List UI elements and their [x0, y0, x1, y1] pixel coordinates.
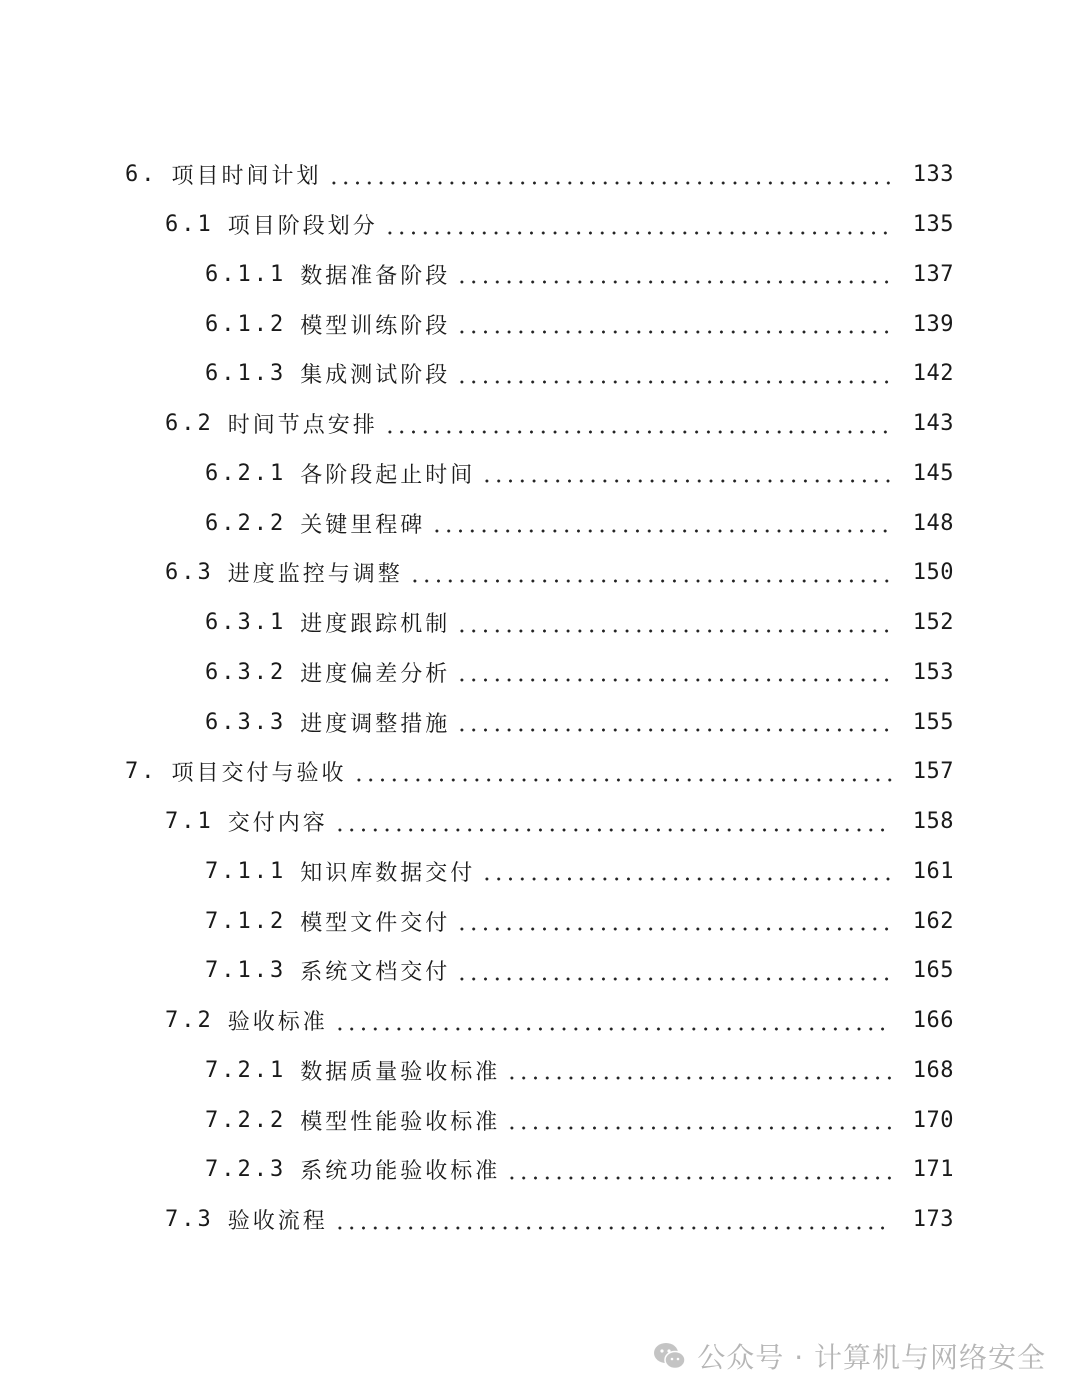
toc-entry[interactable] [0, 697, 1080, 747]
toc-entry-number: 7.2 [165, 1008, 214, 1034]
toc-entry-page-number: 173 [912, 1207, 954, 1233]
toc-entry-title: 数据质量验收标准 [300, 1059, 501, 1085]
toc-leader-dots [456, 728, 892, 732]
toc-entry-page-number: 142 [912, 361, 954, 387]
toc-entry-page-number: 148 [912, 510, 954, 536]
toc-entry-number: 7.1.1 [205, 858, 287, 884]
toc-leader-dots [456, 330, 892, 334]
toc-entry-page-number: 161 [912, 858, 954, 884]
toc-entry-title: 验收标准 [227, 1010, 328, 1036]
toc-leader-dots [456, 678, 892, 682]
toc-entry[interactable] [0, 1095, 1080, 1145]
toc-entry-number: 7.1.2 [205, 908, 287, 934]
toc-leader-dots [334, 1226, 892, 1230]
toc-entry-number: 7.3 [165, 1207, 214, 1233]
toc-entry[interactable] [0, 399, 1080, 449]
toc-leader-dots [481, 479, 892, 483]
toc-entry[interactable] [0, 1195, 1080, 1245]
toc-entry-number: 6.1 [165, 212, 214, 238]
toc-entry-page-number: 137 [912, 261, 954, 287]
toc-entry-number: 6.3.2 [205, 659, 287, 685]
toc-entry-title: 验收流程 [227, 1209, 328, 1235]
toc-entry[interactable] [0, 946, 1080, 996]
toc-entry[interactable] [0, 150, 1080, 200]
toc-entry-number: 6. [125, 162, 158, 188]
toc-entry-number: 6.2.1 [205, 460, 287, 486]
toc-entry-number: 6.2 [165, 411, 214, 437]
toc-leader-dots [456, 280, 892, 284]
toc-entry[interactable] [0, 896, 1080, 946]
toc-leader-dots [456, 977, 892, 981]
toc-entry-title: 关键里程碑 [300, 512, 426, 538]
toc-leader-dots [334, 828, 892, 832]
toc-entry-page-number: 166 [912, 1008, 954, 1034]
toc-leader-dots [456, 380, 892, 384]
table-of-contents [0, 150, 1080, 1245]
toc-entry-number: 7.1.3 [205, 958, 287, 984]
toc-entry-page-number: 155 [912, 709, 954, 735]
toc-entry-title: 模型文件交付 [300, 910, 451, 936]
toc-entry-number: 7. [125, 759, 158, 785]
toc-entry[interactable] [0, 449, 1080, 499]
toc-entry-page-number: 135 [912, 212, 954, 238]
toc-leader-dots [334, 1027, 892, 1031]
wechat-icon [653, 1341, 687, 1371]
toc-entry-number: 6.3 [165, 560, 214, 586]
toc-entry-page-number: 170 [912, 1107, 954, 1133]
toc-entry[interactable] [0, 498, 1080, 548]
toc-entry-title: 项目阶段划分 [227, 214, 378, 240]
toc-entry[interactable] [0, 648, 1080, 698]
toc-entry-page-number: 139 [912, 311, 954, 337]
toc-entry[interactable] [0, 299, 1080, 349]
toc-leader-dots [456, 927, 892, 931]
toc-entry[interactable] [0, 1046, 1080, 1096]
toc-entry[interactable] [0, 1145, 1080, 1195]
toc-entry-page-number: 133 [912, 162, 954, 188]
toc-entry[interactable] [0, 747, 1080, 797]
toc-leader-dots [409, 579, 892, 583]
toc-entry-title: 各阶段起止时间 [300, 462, 476, 488]
toc-entry[interactable] [0, 548, 1080, 598]
toc-leader-dots [506, 1076, 892, 1080]
toc-entry-number: 6.3.3 [205, 709, 287, 735]
toc-entry-title: 模型训练阶段 [300, 313, 451, 339]
toc-entry-page-number: 152 [912, 610, 954, 636]
watermark [653, 1336, 1046, 1376]
toc-entry-title: 进度监控与调整 [227, 562, 403, 588]
toc-entry-page-number: 168 [912, 1057, 954, 1083]
toc-leader-dots [384, 231, 892, 235]
toc-leader-dots [456, 629, 892, 633]
toc-entry-number: 7.2.3 [205, 1157, 287, 1183]
toc-entry-number: 7.2.2 [205, 1107, 287, 1133]
toc-entry-page-number: 165 [912, 958, 954, 984]
toc-entry-page-number: 145 [912, 460, 954, 486]
toc-entry-number: 6.1.3 [205, 361, 287, 387]
toc-entry-number: 6.2.2 [205, 510, 287, 536]
toc-entry-title: 系统文档交付 [300, 960, 451, 986]
toc-entry-title: 系统功能验收标准 [300, 1159, 501, 1185]
toc-leader-dots [506, 1176, 892, 1180]
toc-entry-number: 7.1 [165, 809, 214, 835]
toc-entry[interactable] [0, 797, 1080, 847]
toc-entry-page-number: 158 [912, 809, 954, 835]
toc-entry-number: 6.3.1 [205, 610, 287, 636]
watermark-text: 公众号 · 计算机与网络安全 [697, 1341, 1046, 1374]
toc-entry[interactable] [0, 598, 1080, 648]
toc-entry[interactable] [0, 250, 1080, 300]
toc-leader-dots [353, 778, 892, 782]
toc-leader-dots [384, 430, 892, 434]
toc-entry-title: 项目交付与验收 [171, 761, 347, 787]
toc-leader-dots [431, 529, 892, 533]
toc-entry-title: 集成测试阶段 [300, 363, 451, 389]
toc-entry-number: 6.1.1 [205, 261, 287, 287]
toc-leader-dots [481, 877, 892, 881]
toc-entry-page-number: 150 [912, 560, 954, 586]
toc-entry[interactable] [0, 847, 1080, 897]
toc-entry-title: 数据准备阶段 [300, 263, 451, 289]
toc-entry[interactable] [0, 200, 1080, 250]
toc-entry-title: 交付内容 [227, 811, 328, 837]
toc-entry-title: 进度偏差分析 [300, 661, 451, 687]
toc-entry-title: 项目时间计划 [171, 164, 322, 190]
toc-entry-title: 知识库数据交付 [300, 860, 476, 886]
toc-entry[interactable] [0, 996, 1080, 1046]
toc-entry-title: 进度调整措施 [300, 711, 451, 737]
toc-entry-number: 6.1.2 [205, 311, 287, 337]
toc-leader-dots [506, 1126, 892, 1130]
toc-entry-page-number: 157 [912, 759, 954, 785]
toc-entry-page-number: 162 [912, 908, 954, 934]
toc-leader-dots [328, 181, 892, 185]
toc-entry-page-number: 171 [912, 1157, 954, 1183]
toc-entry-title: 时间节点安排 [227, 413, 378, 439]
toc-entry[interactable] [0, 349, 1080, 399]
toc-entry-title: 模型性能验收标准 [300, 1109, 501, 1135]
toc-entry-title: 进度跟踪机制 [300, 612, 451, 638]
toc-entry-page-number: 143 [912, 411, 954, 437]
toc-entry-page-number: 153 [912, 659, 954, 685]
toc-entry-number: 7.2.1 [205, 1057, 287, 1083]
